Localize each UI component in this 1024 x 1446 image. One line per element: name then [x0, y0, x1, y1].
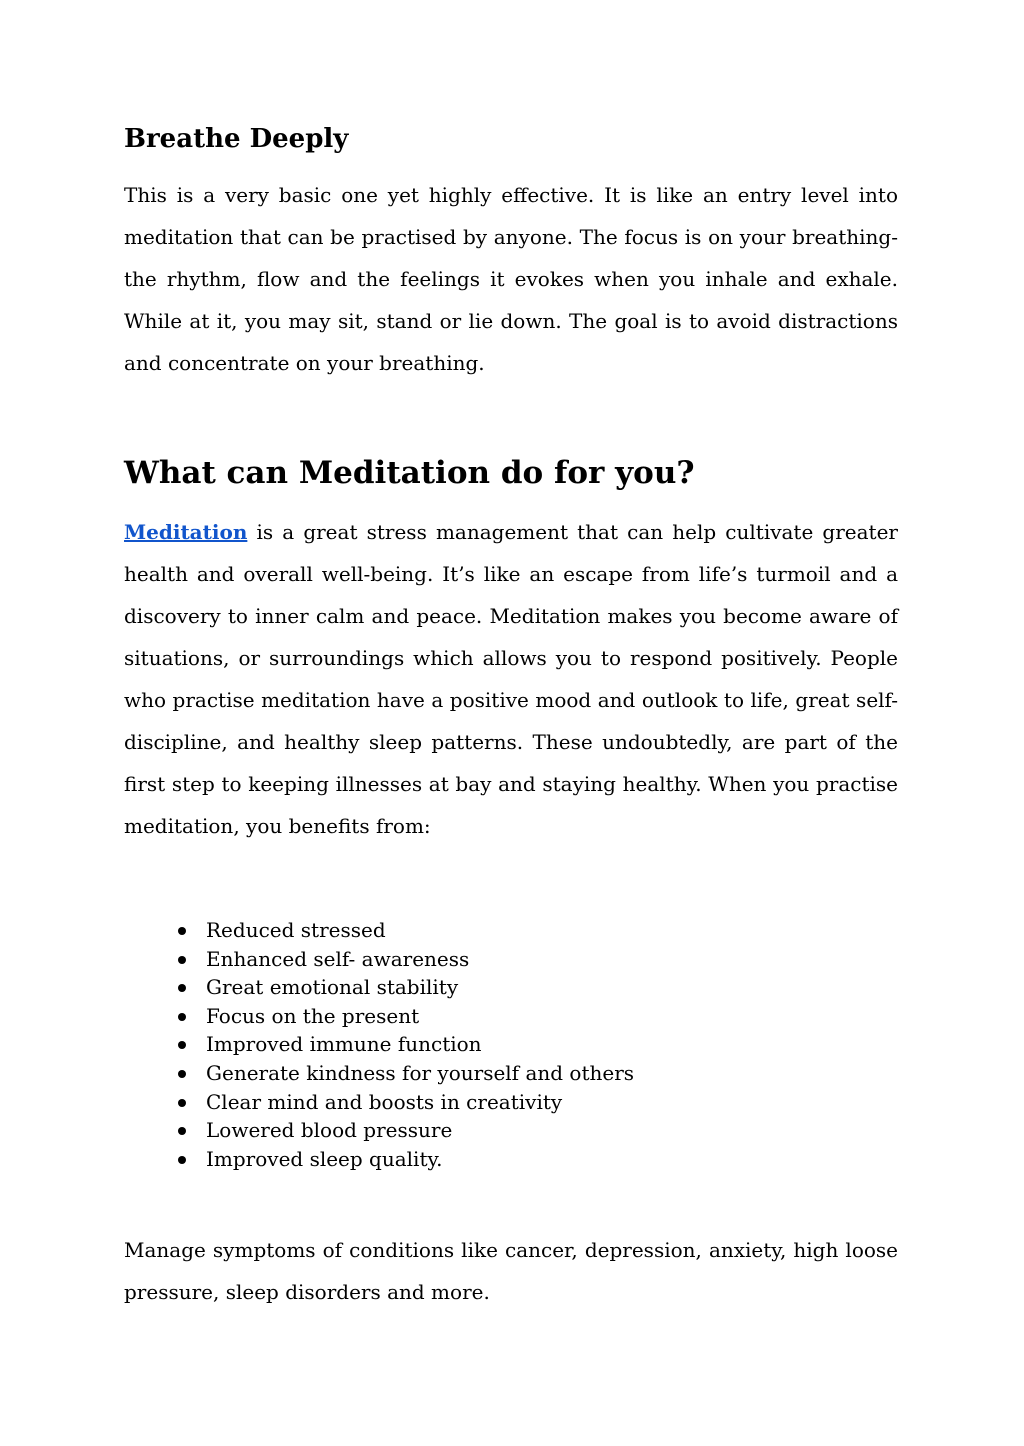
bullet-icon	[178, 984, 186, 992]
meditation-paragraph	[124, 511, 898, 847]
section-heading-breathe-deeply: Breathe Deeply	[124, 124, 349, 154]
list-item	[124, 1030, 634, 1059]
bullet-icon	[178, 1013, 186, 1021]
bullet-icon	[178, 1127, 186, 1135]
breathe-deeply-paragraph: This is a very basic one yet highly effective. It is like an entry level into meditation that can be practised by anyone. The focus is on your breathing- the rhythm, flow and the feelings it evokes when you inhale and exhale. While at it, you may sit, stand or lie down. The goal is to avoid distractions and concentrate on your breathing.	[124, 183, 898, 375]
list-item	[124, 916, 634, 945]
list-item	[124, 1002, 634, 1031]
bullet-icon	[178, 956, 186, 964]
bullet-icon	[178, 1099, 186, 1107]
list-item	[124, 1088, 634, 1117]
benefits-list	[124, 916, 634, 1173]
meditation-paragraph-text: is a great stress management that can help cultivate greater health and overall well-being. It’s like an escape from life’s turmoil and a discovery to inner calm and peace. Meditation makes you become aware of situations, or surroundings which allows you to respond positively. People who practise meditation have a positive mood and outlook to life, great self-discipline, and healthy sleep patterns. These undoubtedly, are part of the first step to keeping illnesses at bay and staying healthy. When you practise meditation, you benefits from:	[124, 520, 898, 838]
list-item	[124, 1145, 634, 1174]
section-heading-meditation-benefits: What can Meditation do for you?	[124, 455, 695, 491]
list-item	[124, 973, 634, 1002]
bullet-icon	[178, 1070, 186, 1078]
list-item-text: Generate kindness for yourself and others	[206, 1060, 635, 1085]
list-item	[124, 945, 634, 974]
bullet-icon	[178, 1041, 186, 1049]
list-item	[124, 1059, 634, 1088]
list-item-text: Reduced stressed	[206, 918, 386, 942]
bullet-icon	[178, 927, 186, 935]
list-item-text: Improved sleep quality.	[206, 1146, 443, 1171]
list-item	[124, 1116, 634, 1145]
list-item-text: Great emotional stability	[206, 975, 459, 1000]
list-item-text: Focus on the present	[206, 1003, 420, 1028]
list-item-text: Lowered blood pressure	[206, 1118, 453, 1143]
bullet-icon	[178, 1156, 186, 1164]
meditation-link[interactable]: Meditation	[124, 520, 248, 544]
list-item-text: Clear mind and boosts in creativity	[206, 1089, 563, 1114]
list-item-text: Improved immune function	[206, 1032, 482, 1057]
closing-paragraph: Manage symptoms of conditions like cancer, depression, anxiety, high loose pressure, sleep disorders and more.	[124, 1238, 898, 1304]
list-item-text: Enhanced self- awareness	[206, 946, 470, 971]
